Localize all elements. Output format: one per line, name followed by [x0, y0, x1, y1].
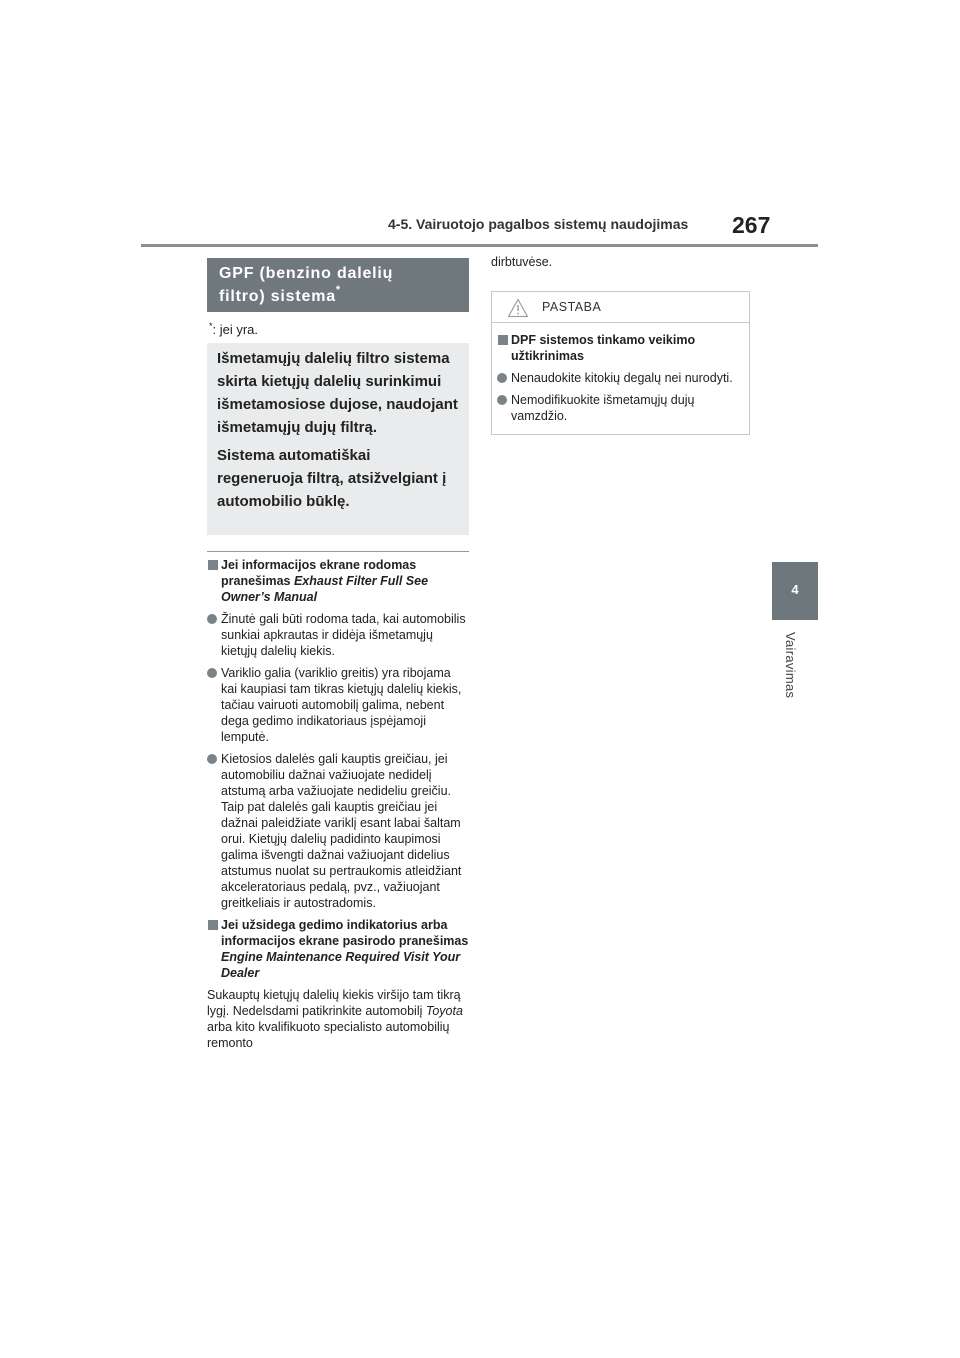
paragraph-text-end: arba kito kvalifikuoto specialisto automobilių remonto: [207, 1020, 450, 1050]
notice-heading: [497, 332, 741, 364]
circle-bullet-icon: [207, 754, 217, 764]
list-item-text: Variklio galia (variklio greitis) yra ribojama kai kaupiasi tam tikras kietųjų dalelių kiekis, tačiau vairuoti automobilį galima, nebent dega gedimo indikatoriaus įspėjamoji lemputė.: [221, 666, 462, 744]
header-section-title: 4-5. Vairuotojo pagalbos sistemų naudojimas: [388, 216, 689, 232]
list-item-text: Kietosios dalelės gali kauptis greičiau, jei automobiliu dažnai važiuojate nedidelį atstumą arba važiuojate nedideliu greičiu. Taip pat dalelės gali kauptis greičiau jei dažnai paleidžiate variklį esant labai šaltam orui. Kietųjų dalelių padidinto kaupimosi galima išvengti dažnai važiuojant didelius atstumus nuolat su pertraukomis atleidžiant akceleratoriaus pedalą, pvz., važiuojant greitkeliais ir autostradomis.: [221, 752, 462, 910]
list-item-text: Žinutė gali būti rodoma tada, kai automobilis sunkiai apkrautas ir didėja išmetamųjų kietųjų dalelių kiekis.: [221, 612, 466, 658]
square-bullet-icon: [498, 335, 508, 345]
warning-triangle-icon: [507, 298, 529, 318]
list-item-text: Nemodifikuokite išmetamųjų dujų vamzdžio.: [511, 393, 695, 423]
section-heading-engine-maintenance: [207, 917, 469, 981]
left-column: [207, 551, 469, 1051]
section-heading-exhaust-filter-full: [207, 557, 469, 605]
list-item: [207, 751, 469, 911]
footnote-marker: *: [209, 321, 213, 331]
summary-box: [207, 343, 469, 535]
header-rule: [141, 244, 818, 247]
summary-paragraph-1: Išmetamųjų dalelių filtro sistema skirta kietųjų dalelių surinkimui išmetamosiose dujose, naudojant išmetamųjų dujų filtrą.: [217, 350, 458, 436]
right-column: [491, 254, 751, 435]
square-bullet-icon: [208, 560, 218, 570]
circle-bullet-icon: [207, 668, 217, 678]
circle-bullet-icon: [497, 395, 507, 405]
footnote-text: : jei yra.: [212, 322, 259, 337]
heading-message: Engine Maintenance Required Visit Your Dealer: [221, 950, 461, 980]
notice-title: PASTABA: [542, 300, 602, 314]
section-title-text: filtro) sistema: [219, 288, 336, 305]
paragraph-text: Sukauptų kietųjų dalelių kiekis viršijo tam tikrą lygį. Nedelsdami patikrinkite automobilį: [207, 988, 461, 1018]
circle-bullet-icon: [497, 373, 507, 383]
section-title-line-1: GPF (benzino dalelių: [219, 265, 394, 282]
footnote: [209, 322, 258, 337]
circle-bullet-icon: [207, 614, 217, 624]
heading-text: Jei užsidega gedimo indikatorius arba informacijos ekrane pasirodo pranešimas: [221, 918, 469, 948]
chapter-number: 4: [791, 582, 799, 597]
list-item: [207, 665, 469, 745]
list-item-text: Nenaudokite kitokių degalų nei nurodyti.: [511, 371, 733, 385]
brand-name: Toyota: [425, 1004, 463, 1018]
section-title-marker: *: [335, 284, 342, 296]
section-title-box: [207, 258, 469, 312]
section-title-line-2: [219, 285, 457, 308]
heading-message: Exhaust Filter Full See Owner’s Manual: [221, 574, 429, 604]
list-item: [497, 370, 741, 386]
paragraph-continued: dirbtuvėse.: [491, 255, 553, 269]
square-bullet-icon: [208, 920, 218, 930]
notice-heading-text: DPF sistemos tinkamo veikimo užtikrinimas: [511, 333, 696, 363]
list-item: [207, 611, 469, 659]
page-number: 267: [732, 212, 771, 238]
notice-header: [492, 292, 749, 323]
notice-box: [491, 291, 750, 435]
chapter-label: Vairavimas: [783, 632, 798, 699]
summary-paragraph-2: Sistema automatiškai regeneruoja filtrą, atsižvelgiant į automobilio būklę.: [217, 447, 447, 510]
notice-body: [492, 323, 749, 434]
heading-text: Jei informacijos ekrane rodomas pranešimas: [221, 558, 417, 588]
paragraph: [207, 987, 469, 1051]
chapter-tab: [772, 562, 818, 620]
list-item: [497, 392, 741, 424]
